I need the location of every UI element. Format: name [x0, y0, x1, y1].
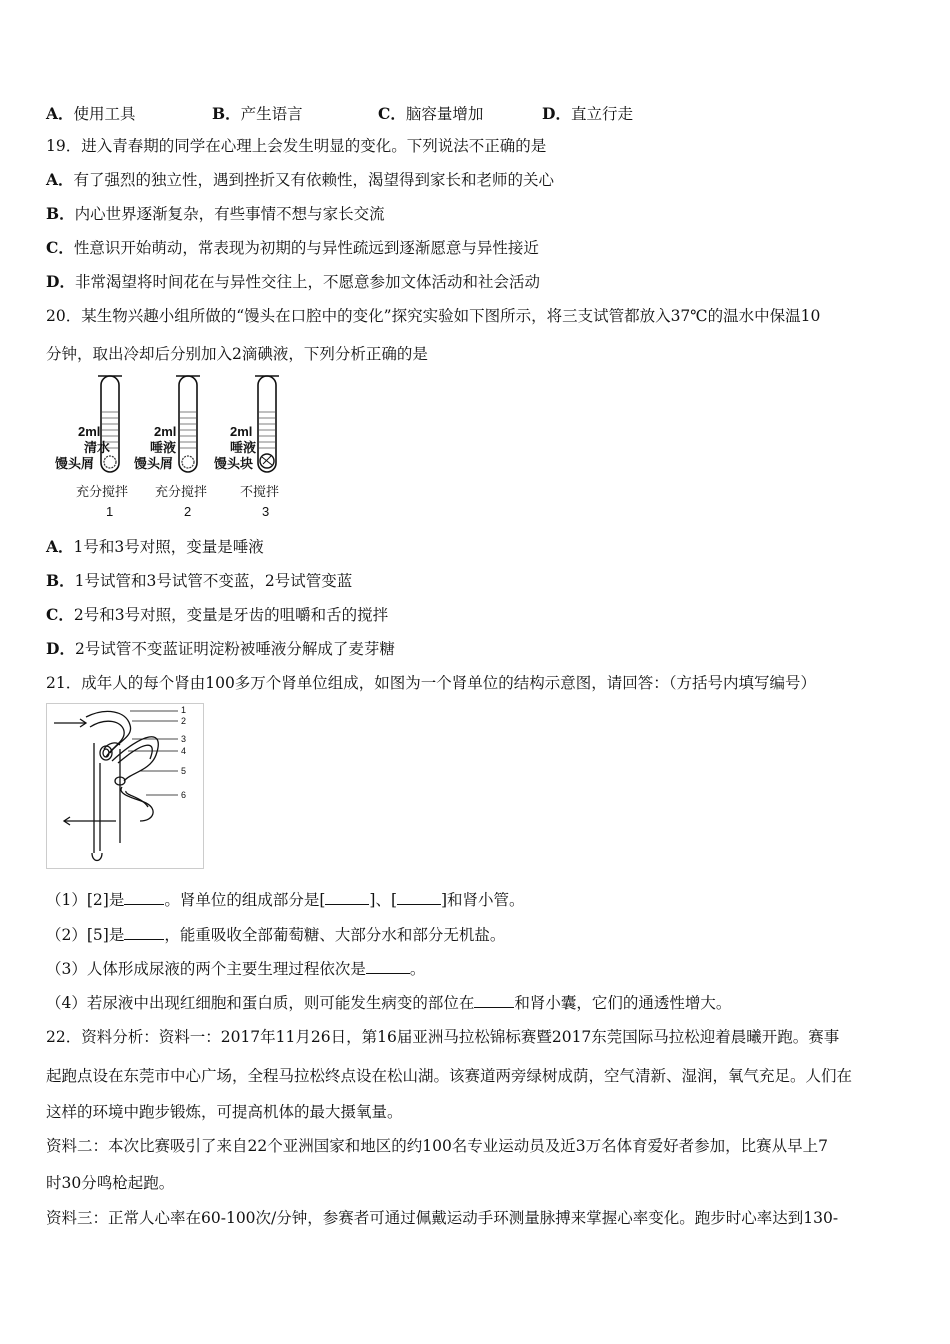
q20-stem-line2: 分钟，取出冷却后分别加入2滴碘液，下列分析正确的是 [46, 345, 428, 363]
q18-option-b: B．产生语言 [212, 104, 303, 123]
tube-1-action: 充分搅拌 [76, 484, 129, 499]
nephron-label-2: 2 [181, 716, 187, 726]
nephron-label-6: 6 [181, 790, 187, 800]
answer-blank[interactable] [124, 890, 164, 905]
q21-stem: 21．成年人的每个肾由100多万个肾单位组成，如图为一个肾单位的结构示意图，请回答：（方括号内填写编号） [46, 674, 817, 692]
nephron-diagram [46, 703, 204, 869]
test-tube-3 [214, 376, 279, 519]
q20-option-a: A．1号和3号对照，变量是唾液 [46, 537, 264, 556]
q20-stem-line1: 20．某生物兴趣小组所做的“馒头在口腔中的变化”探究实验如下图所示，将三支试管都放入37℃的温水中保温10 [46, 307, 821, 325]
answer-blank[interactable] [124, 925, 164, 940]
q18-option-c: C．脑容量增加 [378, 104, 484, 123]
q21-sub3: （3）人体形成尿液的两个主要生理过程依次是 。 [46, 960, 426, 978]
q21-sub4: （4）若尿液中出现红细胞和蛋白质，则可能发生病变的部位在 和肾小囊，它们的通透性增大。 [46, 994, 732, 1012]
answer-blank[interactable] [397, 890, 441, 905]
tube-3-volume: 2ml [230, 424, 253, 439]
tube-2-liquid: 唾液 [150, 440, 177, 455]
tube-2-action: 充分搅拌 [155, 484, 208, 499]
q19-option-d: D．非常渴望将时间花在与异性交往上，不愿意参加文体活动和社会活动 [46, 272, 540, 291]
tube-1-content: 馒头屑 [55, 456, 95, 471]
tube-3-liquid: 唾液 [230, 440, 257, 455]
q19-option-c: C．性意识开始萌动，常表现为初期的与异性疏远到逐渐愿意与异性接近 [46, 238, 539, 257]
q19-option-a: A．有了强烈的独立性，遇到挫折又有依赖性，渴望得到家长和老师的关心 [46, 170, 555, 189]
nephron-label-3: 3 [181, 734, 187, 744]
tube-1-number: 1 [106, 504, 114, 519]
nephron-label-4: 4 [181, 746, 187, 756]
answer-blank[interactable] [474, 993, 514, 1008]
tube-2-volume: 2ml [154, 424, 177, 439]
tube-3-content: 馒头块 [214, 456, 254, 471]
q22-line-2: 起跑点设在东莞市中心广场，全程马拉松终点设在松山湖。该赛道两旁绿树成荫，空气清新、湿润，氧气充足。人们在 [46, 1067, 853, 1085]
q18-option-d: D．直立行走 [542, 104, 633, 123]
tube-1-volume: 2ml [78, 424, 101, 439]
test-tube-2 [134, 376, 207, 519]
answer-blank[interactable] [366, 959, 410, 974]
q20-option-b: B．1号试管和3号试管不变蓝，2号试管变蓝 [46, 571, 353, 590]
tube-1-liquid: 清水 [84, 440, 111, 455]
q19-option-b: B．内心世界逐渐复杂，有些事情不想与家长交流 [46, 204, 385, 223]
q20-option-d: D．2号试管不变蓝证明淀粉被唾液分解成了麦芽糖 [46, 639, 395, 658]
q22-line-4: 资料二：本次比赛吸引了来自22个亚洲国家和地区的约100名专业运动员及近3万名体育爱好者参加，比赛从早上7 [46, 1137, 829, 1155]
nephron-label-1: 1 [181, 705, 187, 715]
q22-line-5: 时30分鸣枪起跑。 [46, 1174, 175, 1192]
nephron-label-5: 5 [181, 766, 187, 776]
q22-line-3: 这样的环境中跑步锻炼，可提高机体的最大摄氧量。 [46, 1103, 403, 1121]
tube-2-content: 馒头屑 [134, 456, 174, 471]
test-tube-1 [55, 376, 128, 519]
q21-sub2: （2）[5]是 ，能重吸收全部葡萄糖、大部分水和部分无机盐。 [46, 926, 506, 944]
q22-line-6: 资料三：正常人心率在60-100次/分钟，参赛者可通过佩戴运动手环测量脉搏来掌握心率变化。跑步时心率达到130- [46, 1209, 839, 1227]
q18-options [46, 102, 746, 122]
q18-option-a: A．使用工具 [46, 104, 136, 123]
q20-option-c: C．2号和3号对照，变量是牙齿的咀嚼和舌的搅拌 [46, 605, 389, 624]
tube-2-number: 2 [184, 504, 192, 519]
q22-line-1: 22．资料分析：资料一：2017年11月26日，第16届亚洲马拉松锦标赛暨2017东莞国际马拉松迎着晨曦开跑。赛事 [46, 1028, 840, 1046]
tube-3-action: 不搅拌 [240, 484, 280, 499]
tube-3-number: 3 [262, 504, 270, 519]
q19-stem: 19．进入青春期的同学在心理上会发生明显的变化。下列说法不正确的是 [46, 137, 547, 155]
q21-sub1: （1）[2]是 。肾单位的组成部分是[ ]、[ ]和肾小管。 [46, 891, 525, 909]
answer-blank[interactable] [325, 890, 369, 905]
test-tube-figure [52, 372, 302, 522]
